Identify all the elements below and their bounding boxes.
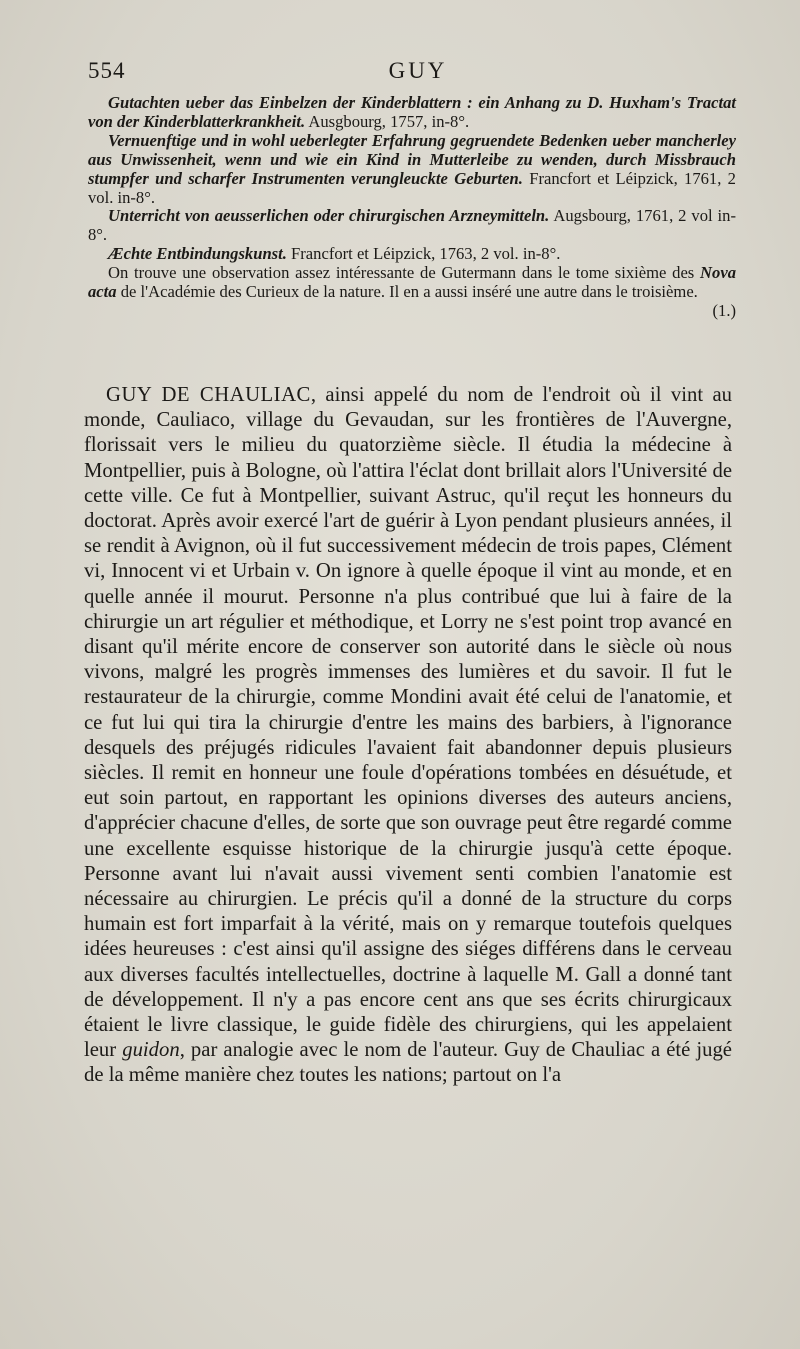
editorial-note <box>88 263 736 320</box>
bibliography-entry <box>88 245 736 264</box>
article-text-end: , par analogie avec le nom de l'auteur. Guy de Chauliac a été jugé de la même manière chez toutes les nations; partout on l'a <box>84 1039 732 1087</box>
work-details: Ausgbourg, 1757, in-8°. <box>305 111 470 131</box>
bibliography-list <box>88 94 736 321</box>
bibliography-entry <box>88 94 736 132</box>
article-italic-word: guidon <box>122 1039 180 1062</box>
running-head <box>88 58 748 92</box>
work-details: Augsbourg, 1761, 2 vol in-8°. <box>88 206 736 245</box>
article-text: , ainsi appelé du nom de l'endroit où il vint au monde, Cauliaco, village du Gevaudan, sur les frontières de l'Auvergne, florissait vers le milieu du quatorzième siècle. Il étudia la médecine à Montpellier, puis à Bologne, où l'attira l'éclat dont brillait alors l'Université de cette ville. Ce fut à Montpellier, suivant Astruc, qu'il reçut les honneurs du doctorat. Après avoir exercé l'art de guérir à Lyon pendant plusieurs années, il se rendit à Avignon, où il fut successivement médecin de trois papes, Clément vi, Innocent vi et Urbain v. On ignore à quelle époque il vint au monde, et en quelle année il mourut. Personne n'a plus contribué que lui à faire de la chirurgie un art régulier et méthodique, et Lorry ne s'est point trop avancé en disant qu'il mérite encore de conserver son autorité dans le siècle où nous vivons, malgré les progrès immenses des lumières et du savoir. Il fut le restaurateur de la chirurgie, comme Mondini avait été celui de l'anatomie, et ce fut lui qui tira la chirurgie d'entre les mains des barbiers, à l'ignorance desquels des préjugés ridicules l'avaient fait abandonner depuis plusieurs siècles. Il remit en honneur une foule d'opérations tombées en désuétude, et eut soin partout, en rapportant les opinions diverses des auteurs anciens, d'apprécier chacune d'elles, de sorte que son ouvrage peut être regardé comme une excellente esquisse historique de la chirurgie jusqu'à cette époque. Personne avant lui n'avait aussi vivement senti combien l'anatomie est nécessaire au chirurgien. Le précis qu'il a donné de la structure du corps humain est fort imparfait à la vérité, mais on y remarque toutefois quelques idées heureuses : c'est ainsi qu'il assigne des siéges différens dans le cerveau aux diverses facultés intellectuelles, doctrine à laquelle M. Gall a donné tant de développement. Il n'y a pas encore cent ans que ses écrits chirurgicaux étaient le livre classique, le guide fidèle des chirurgiens, qui les appelaient leur <box>84 384 732 1062</box>
work-title: Unterricht von aeusserlichen oder chirurgischen Arzneymitteln. <box>108 206 550 226</box>
bibliography-entry <box>88 132 736 208</box>
work-title: Vernuenftige und in wohl ueberlegter Erfahrung gegruendete Bedenken ueber mancherley aus Unwissenheit, wenn und wie ein Kind in Mutterleibe zu wenden, durch Missbrauch stumpfer und scharfer Instrumenten verungleuckte Geburten. <box>88 130 736 188</box>
page-number: 554 <box>88 58 126 83</box>
note-author-mark: (1.) <box>712 300 736 320</box>
work-details: Francfort et Léipzick, 1763, 2 vol. in-8°. <box>286 244 561 264</box>
note-italic: Nova acta <box>88 263 736 302</box>
work-title: Gutachten ueber das Einbelzen der Kinderblattern : ein Anhang zu D. Huxham's Tractat von der Kinderblatterkrankheit. <box>88 93 736 131</box>
article-paragraph <box>84 383 732 1089</box>
article-headword: GUY DE CHAULIAC <box>106 384 311 406</box>
note-text: On trouve une observation assez intéressante de Gutermann dans le tome sixième des <box>108 263 701 283</box>
work-details: Francfort et Léipzick, 1761, 2 vol. in-8°. <box>88 168 736 207</box>
note-text-end: de l'Académie des Curieux de la nature. Il en a aussi inséré une autre dans le troisième. <box>116 282 698 302</box>
work-title: Æchte Entbindungskunst. <box>108 244 287 264</box>
article-body <box>84 383 732 1089</box>
running-title: GUY <box>388 58 448 83</box>
bibliography-entry <box>88 207 736 245</box>
